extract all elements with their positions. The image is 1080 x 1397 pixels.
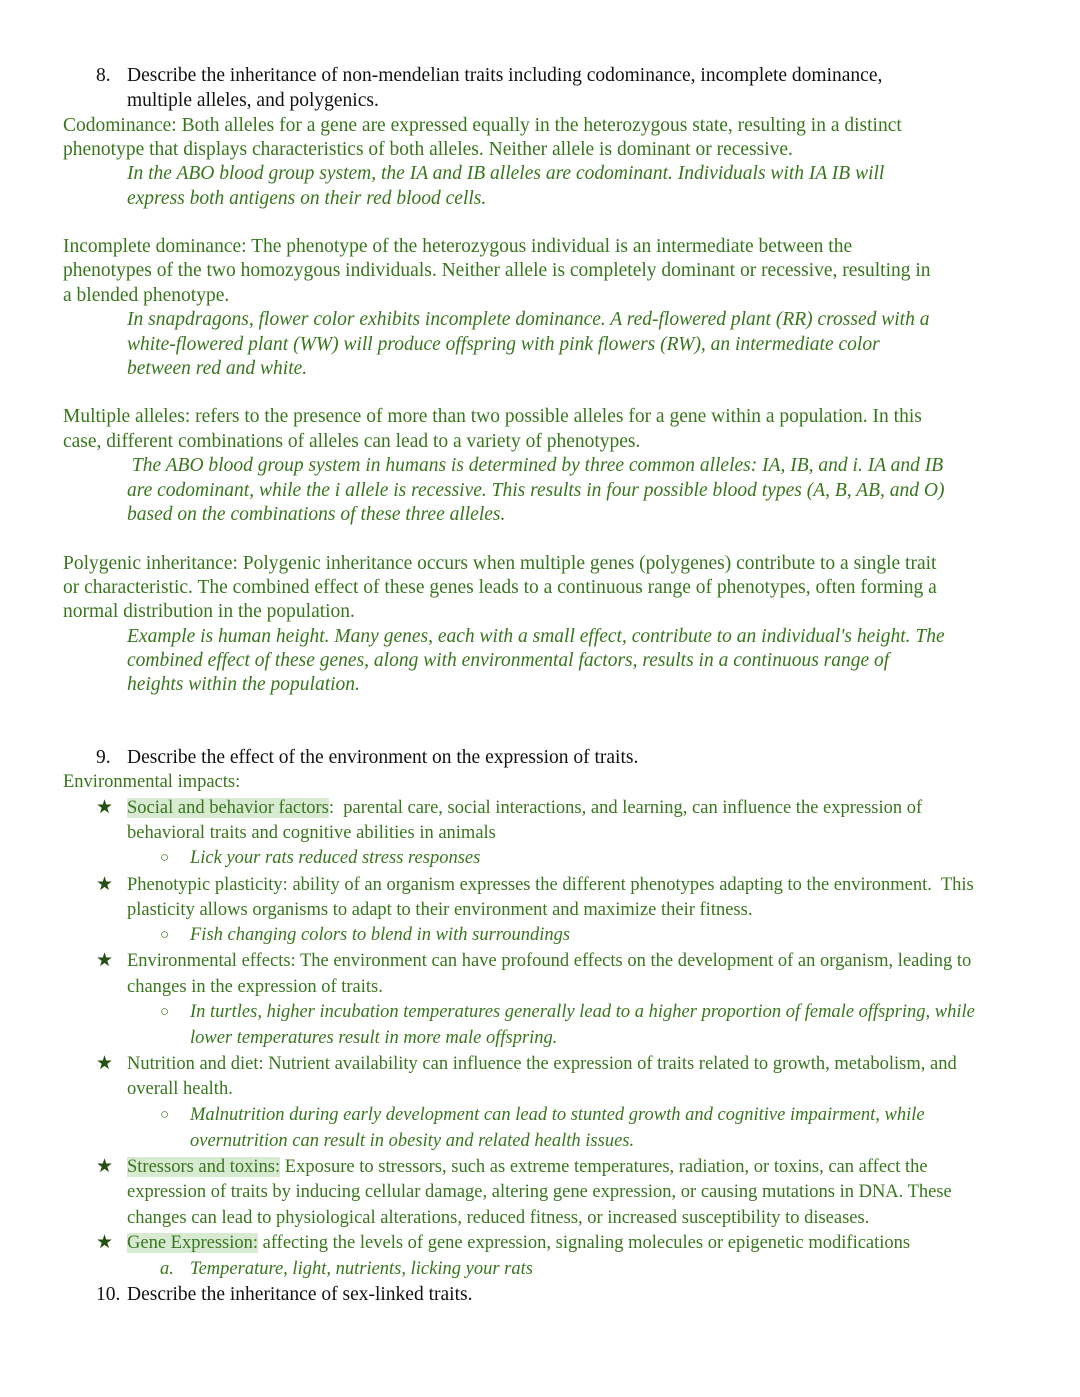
sub-bullet-example: Fish changing colors to blend in with surroundings: [190, 925, 571, 945]
multiple-alleles-definition: case, different combinations of alleles can lead to a variety of phenotypes.: [63, 431, 641, 452]
bullet-social-behavior-cont: behavioral traits and cognitive abilities in animals: [127, 823, 496, 843]
incomplete-dominance-example: white-flowered plant (WW) will produce offspring with pink flowers (RW), an intermediate color: [127, 334, 880, 355]
codominance-definition: Codominance: Both alleles for a gene are expressed equally in the heterozygous state, resulting in a distinct: [63, 115, 902, 136]
highlighted-term: Social and behavior factors: [127, 798, 329, 818]
bullet-nutrition-diet-cont: overall health.: [127, 1079, 233, 1099]
incomplete-dominance-example: In snapdragons, flower color exhibits incomplete dominance. A red-flowered plant (RR) crossed with a: [127, 309, 930, 330]
star-bullet-icon: ★: [96, 874, 114, 895]
multiple-alleles-definition: Multiple alleles: refers to the presence of more than two possible alleles for a gene within a population. In this: [63, 406, 922, 427]
polygenic-definition: normal distribution in the population.: [63, 601, 355, 622]
bullet-stressors-toxins-cont: changes can lead to physiological alterations, reduced fitness, or increased susceptibility to diseases.: [127, 1208, 870, 1228]
star-bullet-icon: ★: [96, 797, 114, 818]
bullet-stressors-toxins-cont: expression of traits by inducing cellular damage, altering gene expression, or causing mutations in DNA. These: [127, 1182, 952, 1202]
polygenic-definition: or characteristic. The combined effect of these genes leads to a continuous range of phenotypes, often forming a: [63, 577, 937, 598]
circle-bullet-icon: ○: [160, 1107, 170, 1123]
circle-bullet-icon: ○: [160, 927, 170, 943]
question-number: 8.: [96, 65, 111, 86]
question-number: 9.: [96, 747, 111, 768]
question-8-line-2: multiple alleles, and polygenics.: [127, 90, 379, 111]
incomplete-dominance-definition: phenotypes of the two homozygous individuals. Neither allele is completely dominant or recessive, resulting in: [63, 260, 931, 281]
sub-bullet-letter: a.: [160, 1259, 174, 1279]
sub-bullet-example: lower temperatures result in more male offspring.: [190, 1028, 558, 1048]
highlighted-term: Gene Expression:: [127, 1233, 259, 1253]
sub-bullet-example: Lick your rats reduced stress responses: [190, 848, 481, 868]
question-10-title: Describe the inheritance of sex-linked traits.: [127, 1284, 473, 1305]
bullet-phenotypic-plasticity: Phenotypic plasticity: ability of an organism expresses the different phenotypes adapting to the environment. This: [127, 875, 974, 895]
incomplete-dominance-definition: Incomplete dominance: The phenotype of the heterozygous individual is an intermediate between the: [63, 236, 853, 257]
bullet-environmental-effects: Environmental effects: The environment can have profound effects on the development of an organism, leading to: [127, 951, 972, 971]
circle-bullet-icon: ○: [160, 850, 170, 866]
incomplete-dominance-definition: a blended phenotype.: [63, 285, 230, 306]
codominance-example: express both antigens on their red blood cells.: [127, 188, 487, 209]
codominance-definition: phenotype that displays characteristics of both alleles. Neither allele is dominant or recessive.: [63, 139, 793, 160]
polygenic-definition: Polygenic inheritance: Polygenic inheritance occurs when multiple genes (polygenes) contribute to a single trait: [63, 553, 937, 574]
polygenic-example: Example is human height. Many genes, each with a small effect, contribute to an individual's height. The: [127, 626, 945, 647]
star-bullet-icon: ★: [96, 950, 114, 971]
star-bullet-icon: ★: [96, 1232, 114, 1253]
multiple-alleles-example: The ABO blood group system in humans is determined by three common alleles: IA, IB, and i. IA and IB: [127, 455, 944, 476]
bullet-environmental-effects-cont: changes in the expression of traits.: [127, 977, 383, 997]
environmental-impacts-heading: Environmental impacts:: [63, 772, 241, 792]
star-bullet-icon: ★: [96, 1053, 114, 1074]
polygenic-example: combined effect of these genes, along with environmental factors, results in a continuous range of: [127, 650, 890, 671]
sub-bullet-example: Malnutrition during early development can lead to stunted growth and cognitive impairment, while: [190, 1105, 925, 1125]
bullet-phenotypic-plasticity-cont: plasticity allows organisms to adapt to their environment and maximize their fitness.: [127, 900, 753, 920]
bullet-nutrition-diet: Nutrition and diet: Nutrient availability can influence the expression of traits related to growth, metabolism, and: [127, 1054, 957, 1074]
bullet-gene-expression: Gene Expression: affecting the levels of gene expression, signaling molecules or epigenetic modifications: [127, 1233, 911, 1253]
sub-bullet-example: overnutrition can result in obesity and related health issues.: [190, 1131, 635, 1151]
question-8-line-1: Describe the inheritance of non-mendelian traits including codominance, incomplete dominance,: [127, 65, 883, 86]
bullet-social-behavior: Social and behavior factors: parental care, social interactions, and learning, can influence the expression of: [127, 798, 923, 818]
question-9-title: Describe the effect of the environment on the expression of traits.: [127, 747, 639, 768]
question-number: 10.: [96, 1284, 121, 1305]
bullet-stressors-toxins: Stressors and toxins: Exposure to stressors, such as extreme temperatures, radiation, or toxins, can affect the: [127, 1157, 928, 1177]
circle-bullet-icon: ○: [160, 1004, 170, 1020]
polygenic-example: heights within the population.: [127, 674, 360, 695]
multiple-alleles-example: based on the combinations of these three alleles.: [127, 504, 506, 525]
incomplete-dominance-example: between red and white.: [127, 358, 308, 379]
sub-bullet-example: In turtles, higher incubation temperatures generally lead to a higher proportion of female offspring, while: [190, 1002, 975, 1022]
codominance-example: In the ABO blood group system, the IA and IB alleles are codominant. Individuals with IA IB will: [127, 163, 885, 184]
highlighted-term: Stressors and toxins:: [127, 1157, 281, 1177]
multiple-alleles-example: are codominant, while the i allele is recessive. This results in four possible blood types (A, B, AB, and O): [127, 480, 945, 501]
star-bullet-icon: ★: [96, 1156, 114, 1177]
sub-bullet-example: Temperature, light, nutrients, licking your rats: [190, 1259, 533, 1279]
